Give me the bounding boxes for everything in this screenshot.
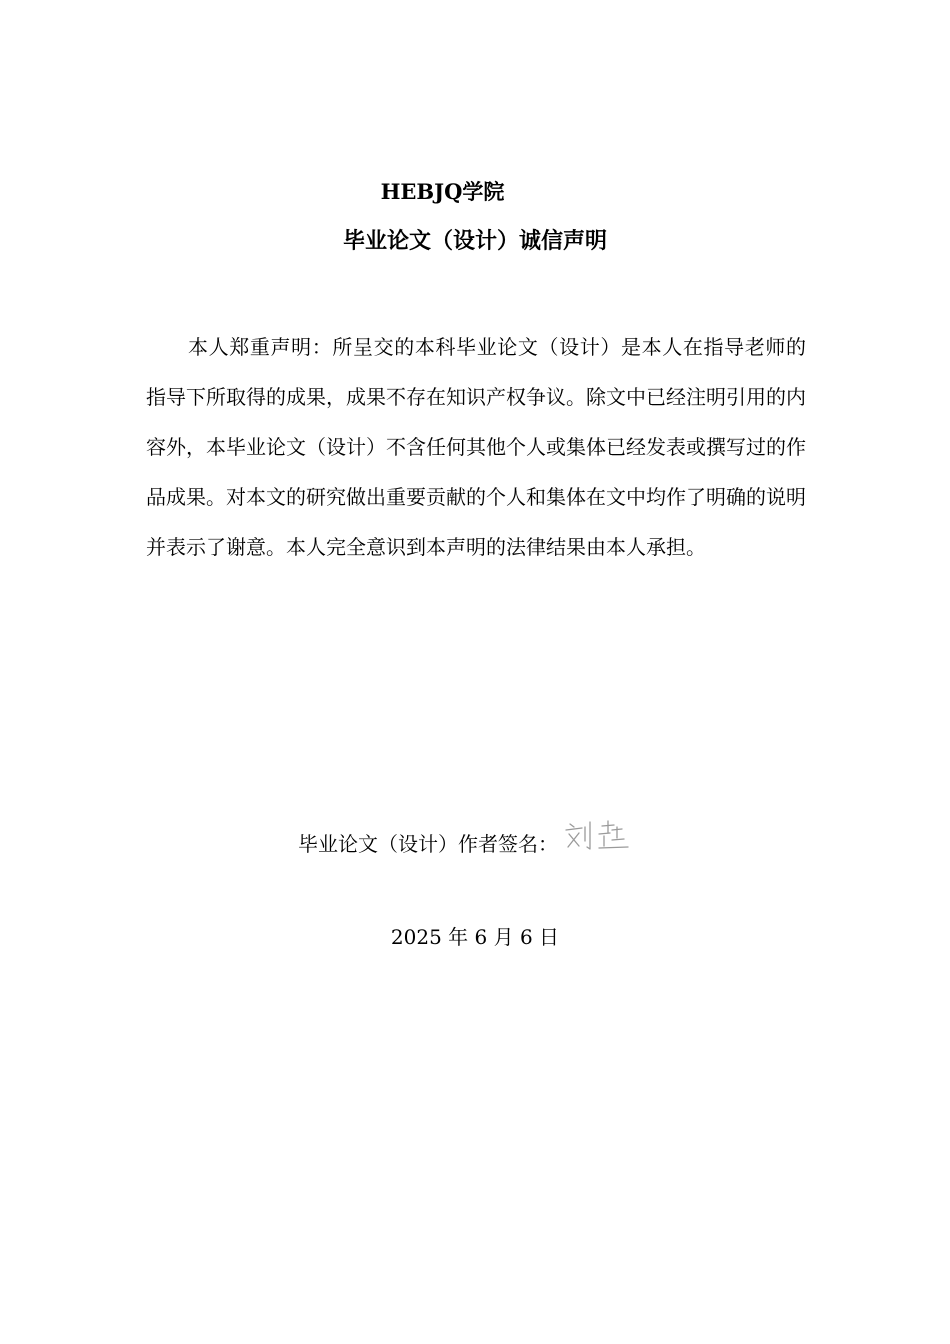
- document-title: 毕业论文（设计）诚信声明: [342, 228, 607, 254]
- handwritten-signature: [562, 816, 632, 856]
- declaration-date: 2025 年 6 月 6 日: [390, 925, 560, 949]
- signature-label: 毕业论文（设计）作者签名：: [298, 832, 558, 856]
- signature-line: [298, 826, 632, 862]
- institution-name: HEBJQ学院: [380, 179, 505, 204]
- declaration-paragraph: 本人郑重声明：所呈交的本科毕业论文（设计）是本人在指导老师的指导下所取得的成果，成果不存在知识产权争议。除文中已经注明引用的内容外，本毕业论文（设计）不含任何其他个人或集体已经发表或撰写过的作品成果。对本文的研究做出重要贡献的个人和集体在文中均作了明确的说明并表示了谢意。本人完全意识到本声明的法律结果由本人承担。: [146, 335, 806, 559]
